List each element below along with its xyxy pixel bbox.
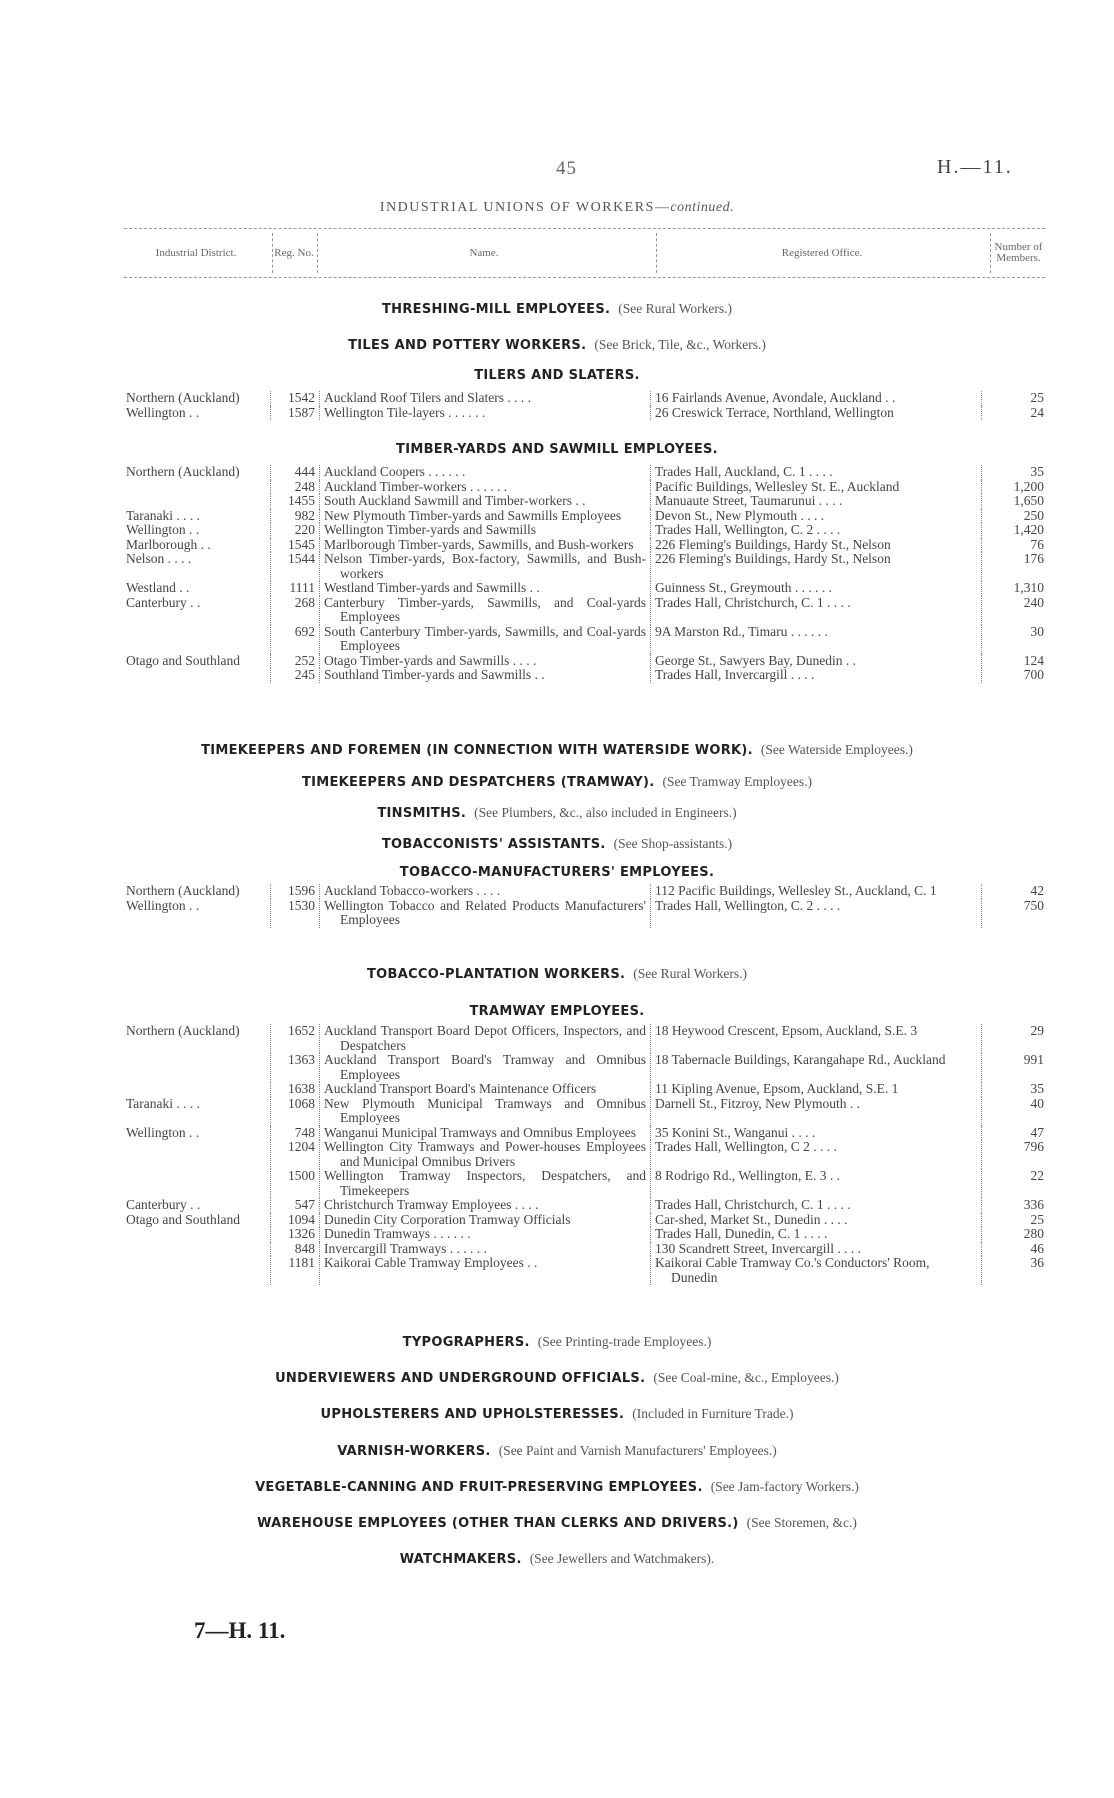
cell-office: 8 Rodrigo Rd., Wellington, E. 3 . . <box>651 1169 982 1198</box>
cell-reg: 1204 <box>271 1140 320 1169</box>
cell-name-text: Wellington City Tramways and Power-houses Employees and Municipal Omnibus Drivers <box>324 1139 646 1169</box>
table-row <box>122 1256 1048 1285</box>
cell-office: Trades Hall, Invercargill . . . . <box>651 668 982 683</box>
section-title: TILES AND POTTERY WORKERS. <box>348 338 587 353</box>
document-reference: H.—11. <box>937 156 1013 178</box>
cell-district <box>122 1256 271 1285</box>
table-row <box>122 668 1048 683</box>
cell-office: Trades Hall, Auckland, C. 1 . . . . <box>651 465 982 480</box>
table-row <box>122 1169 1048 1198</box>
cell-district <box>122 1140 271 1169</box>
section-title: TIMEKEEPERS AND DESPATCHERS (TRAMWAY). <box>301 775 655 790</box>
cell-district: Wellington . . <box>126 1124 200 1140</box>
cell-office: Car-shed, Market St., Dunedin . . . . <box>651 1213 982 1228</box>
cell-reg: 1596 <box>271 884 320 899</box>
cell-name <box>320 899 651 928</box>
section-title: UPHOLSTERERS AND UPHOLSTERESSES. <box>320 1407 625 1422</box>
table-row <box>122 465 1048 480</box>
cell-name: Kaikorai Cable Tramway Employees . . <box>324 1255 538 1270</box>
section-note: (See Plumbers, &c., also included in Engineers.) <box>474 805 737 820</box>
cell-district <box>122 1169 271 1198</box>
cell-name: Westland Timber-yards and Sawmills . . <box>324 580 540 595</box>
cell-district: Canterbury . . <box>126 1197 201 1212</box>
table-row <box>122 1242 1048 1257</box>
section-note: (See Brick, Tile, &c., Workers.) <box>594 337 766 352</box>
cell-name-text: New Plymouth Municipal Tramways and Omnibus Employees <box>324 1095 646 1125</box>
cell-reg: 748 <box>271 1126 320 1141</box>
cell-name: Otago Timber-yards and Sawmills . . . . <box>324 652 537 668</box>
col-divider <box>317 233 318 273</box>
cell-office <box>651 1053 982 1082</box>
cell-name: Southland Timber-yards and Sawmills . . <box>324 667 545 682</box>
cell-members: 35 <box>1030 464 1044 479</box>
cell-members: 40 <box>1030 1095 1044 1111</box>
section-title: TIMEKEEPERS AND FOREMEN (IN CONNECTION WITH WATERSIDE WORK). <box>201 743 753 758</box>
cell-members: 35 <box>1030 1081 1044 1096</box>
table-row <box>122 523 1048 538</box>
table-row <box>122 1140 1048 1169</box>
section-heading-varnish <box>0 1443 1114 1460</box>
col-members-header: Number of Members. <box>994 241 1043 264</box>
section-note: (See Rural Workers.) <box>633 966 747 981</box>
cell-reg: 1652 <box>271 1024 320 1053</box>
cell-office-text: 18 Tabernacle Buildings, Karangahape Rd., Auckland <box>655 1052 946 1067</box>
table-row <box>122 509 1048 524</box>
section-title: WAREHOUSE EMPLOYEES (OTHER THAN CLERKS AND DRIVERS.) <box>257 1516 739 1531</box>
col-divider <box>272 233 273 273</box>
cell-district: Wellington . . <box>126 404 200 420</box>
cell-members: 1,200 <box>1013 478 1044 494</box>
cell-district: Taranaki . . . . <box>126 507 201 523</box>
table-row <box>122 1082 1048 1097</box>
cell-reg: 547 <box>271 1198 320 1213</box>
cell-name: Auckland Timber-workers . . . . . . <box>324 478 508 494</box>
section-note: (See Waterside Employees.) <box>760 742 913 757</box>
cell-members: 700 <box>1023 667 1044 682</box>
cell-name <box>320 1126 651 1141</box>
section-note: (See Shop-assistants.) <box>613 836 733 851</box>
cell-district <box>122 494 271 509</box>
table-row <box>122 391 1048 406</box>
cell-members: 796 <box>1023 1139 1044 1154</box>
cell-members: 25 <box>1030 390 1044 405</box>
cell-members: 29 <box>1030 1023 1044 1038</box>
cell-name <box>320 552 651 581</box>
cell-members: 176 <box>1023 551 1044 566</box>
cell-name <box>320 1140 651 1169</box>
section-heading-tramway <box>0 1003 1114 1020</box>
cell-members: 1,310 <box>1013 580 1044 595</box>
table-row <box>122 1097 1048 1126</box>
cell-members: 991 <box>1023 1052 1044 1067</box>
cell-name-text: New Plymouth Timber-yards and Sawmills Employees <box>324 507 622 523</box>
cell-district: Northern (Auckland) <box>126 390 240 405</box>
cell-members: 76 <box>1030 536 1044 552</box>
cell-members: 1,650 <box>1013 493 1044 508</box>
cell-members: 46 <box>1030 1240 1044 1256</box>
cell-members: 336 <box>1023 1197 1044 1212</box>
cell-reg: 1544 <box>271 552 320 581</box>
section-heading-timber <box>0 441 1114 458</box>
table-row <box>122 654 1048 669</box>
cell-office: Trades Hall, Christchurch, C. 1 . . . . <box>651 596 982 625</box>
cell-name: Invercargill Tramways . . . . . . <box>324 1240 487 1256</box>
cell-district: Wellington . . <box>126 897 200 913</box>
cell-name: Auckland Transport Board's Maintenance Officers <box>324 1081 597 1096</box>
cell-office-text: Kaikorai Cable Tramway Co.'s Conductors' Room, Dunedin <box>655 1255 930 1285</box>
cell-reg: 268 <box>271 596 320 625</box>
cell-name: Dunedin City Corporation Tramway Officials <box>324 1211 571 1227</box>
running-head-continued: continued. <box>670 200 735 215</box>
section-heading-watchmakers <box>0 1551 1114 1568</box>
col-district-header: Industrial District. <box>155 246 237 259</box>
cell-name <box>320 1053 651 1082</box>
cell-office: 11 Kipling Avenue, Epsom, Auckland, S.E. 1 <box>651 1082 982 1097</box>
footer-reference: 7—H. 11. <box>194 1618 286 1643</box>
section-note: (See Printing-trade Employees.) <box>537 1334 712 1349</box>
cell-office: 26 Creswick Terrace, Northland, Wellington <box>651 406 982 421</box>
cell-reg: 444 <box>271 465 320 480</box>
table-tobacco-manufacturers <box>122 884 1048 928</box>
cell-reg: 1094 <box>271 1213 320 1228</box>
section-title: THRESHING-MILL EMPLOYEES. <box>381 302 611 317</box>
section-title: VEGETABLE-CANNING AND FRUIT-PRESERVING EMPLOYEES. <box>255 1480 703 1495</box>
section-title: TOBACCO-MANUFACTURERS' EMPLOYEES. <box>399 865 715 880</box>
cell-reg: 1542 <box>271 391 320 406</box>
table-row <box>122 494 1048 509</box>
section-heading-tinsmiths <box>0 805 1114 822</box>
cell-members: 750 <box>1023 897 1044 913</box>
cell-name: South Auckland Sawmill and Timber-workers . . <box>324 493 586 508</box>
cell-members: 47 <box>1030 1124 1044 1140</box>
cell-members: 25 <box>1030 1211 1044 1227</box>
cell-reg: 1326 <box>271 1227 320 1242</box>
column-headers <box>124 228 1045 278</box>
cell-reg: 252 <box>271 654 320 669</box>
section-note: (See Storemen, &c.) <box>746 1515 857 1530</box>
cell-district: Northern (Auckland) <box>126 883 240 898</box>
cell-office: Devon St., New Plymouth . . . . <box>651 509 982 524</box>
cell-district: Taranaki . . . . <box>126 1095 201 1111</box>
table-row <box>122 1126 1048 1141</box>
cell-name: Auckland Roof Tilers and Slaters . . . . <box>324 390 531 405</box>
section-heading-typographers <box>0 1334 1114 1351</box>
cell-district <box>122 625 271 654</box>
table-row <box>122 1227 1048 1242</box>
cell-district: Wellington . . <box>126 522 200 537</box>
section-heading-tobacco-manufacturers <box>0 864 1114 881</box>
section-heading-tilers <box>0 367 1114 384</box>
cell-district: Marlborough . . <box>126 536 211 552</box>
section-heading-warehouse <box>0 1515 1114 1532</box>
section-note: (See Rural Workers.) <box>618 301 733 316</box>
table-row <box>122 1024 1048 1053</box>
cell-name-text: Auckland Transport Board's Tramway and Omnibus Employees <box>324 1052 646 1082</box>
table-tramway <box>122 1024 1048 1285</box>
cell-name <box>320 596 651 625</box>
cell-reg: 1530 <box>271 899 320 928</box>
section-heading-tobacconists <box>0 836 1114 853</box>
section-heading-upholsterers <box>0 1406 1114 1423</box>
table-timber <box>122 465 1048 683</box>
col-divider <box>990 233 991 273</box>
cell-name-text: Nelson Timber-yards, Box-factory, Sawmills, and Bush-workers <box>324 551 646 581</box>
cell-office: 9A Marston Rd., Timaru . . . . . . <box>651 625 982 654</box>
cell-members: 250 <box>1023 507 1044 523</box>
cell-office: Trades Hall, Christchurch, C. 1 . . . . <box>651 1198 982 1213</box>
section-title: TINSMITHS. <box>377 806 467 821</box>
table-row <box>122 1213 1048 1228</box>
section-note: (See Paint and Varnish Manufacturers' Employees.) <box>498 1443 777 1458</box>
cell-office: Pacific Buildings, Wellesley St. E., Auckland <box>651 480 982 495</box>
section-title: TOBACCO-PLANTATION WORKERS. <box>366 967 626 982</box>
cell-district: Nelson . . . . <box>126 551 192 566</box>
cell-reg: 1545 <box>271 538 320 553</box>
cell-district: Otago and Southland <box>126 652 240 668</box>
running-head <box>0 200 1114 216</box>
table-row <box>122 538 1048 553</box>
cell-members: 124 <box>1023 652 1044 668</box>
cell-office: 35 Konini St., Wanganui . . . . <box>651 1126 982 1141</box>
cell-name: Dunedin Tramways . . . . . . <box>324 1226 471 1241</box>
cell-name: Auckland Coopers . . . . . . <box>324 464 466 479</box>
section-note: (See Tramway Employees.) <box>662 774 813 789</box>
section-note: (Included in Furniture Trade.) <box>632 1406 794 1421</box>
cell-name <box>320 1097 651 1126</box>
cell-members: 30 <box>1030 623 1044 639</box>
cell-district <box>122 1227 271 1242</box>
cell-name-text: South Canterbury Timber-yards, Sawmills, and Coal-yards Employees <box>324 623 646 653</box>
cell-district <box>122 1242 271 1257</box>
section-heading-threshing <box>0 301 1114 318</box>
cell-district <box>122 668 271 683</box>
cell-office <box>651 1256 982 1285</box>
cell-name-text: Auckland Transport Board Depot Officers, Inspectors, and Despatchers <box>324 1023 646 1053</box>
cell-office: Trades Hall, Wellington, C 2 . . . . <box>651 1140 982 1169</box>
cell-office: Manuaute Street, Taumarunui . . . . <box>651 494 982 509</box>
cell-office <box>651 884 982 899</box>
cell-reg: 982 <box>271 509 320 524</box>
col-reg-header: Reg. No. <box>274 246 314 259</box>
cell-district: Northern (Auckland) <box>126 1023 240 1038</box>
cell-office: 226 Fleming's Buildings, Hardy St., Nelson <box>651 552 982 581</box>
cell-reg: 1500 <box>271 1169 320 1198</box>
table-row <box>122 552 1048 581</box>
cell-name-text: Marlborough Timber-yards, Sawmills, and Bush-workers <box>324 536 634 552</box>
col-divider <box>656 233 657 273</box>
cell-office: Trades Hall, Wellington, C. 2 . . . . <box>651 899 982 928</box>
table-row <box>122 581 1048 596</box>
cell-reg: 692 <box>271 625 320 654</box>
table-row <box>122 1198 1048 1213</box>
cell-name: Wellington Tile-layers . . . . . . <box>324 404 486 420</box>
cell-reg: 848 <box>271 1242 320 1257</box>
cell-office: Guinness St., Greymouth . . . . . . <box>651 581 982 596</box>
cell-name: Christchurch Tramway Employees . . . . <box>324 1197 539 1212</box>
cell-office: Darnell St., Fitzroy, New Plymouth . . <box>651 1097 982 1126</box>
cell-office: Trades Hall, Wellington, C. 2 . . . . <box>651 523 982 538</box>
section-title: WATCHMAKERS. <box>399 1552 522 1567</box>
section-heading-timekeepers-foremen <box>0 742 1114 759</box>
section-title: TOBACCONISTS' ASSISTANTS. <box>381 837 606 852</box>
cell-district: Otago and Southland <box>126 1211 240 1227</box>
cell-name <box>320 1169 651 1198</box>
section-heading-timekeepers-despatchers <box>0 774 1114 791</box>
section-title: TYPOGRAPHERS. <box>402 1335 530 1350</box>
cell-reg: 1638 <box>271 1082 320 1097</box>
cell-members: 22 <box>1030 1168 1044 1183</box>
cell-office: 16 Fairlands Avenue, Avondale, Auckland . . <box>651 391 982 406</box>
section-title: TILERS AND SLATERS. <box>474 368 640 383</box>
cell-office: George St., Sawyers Bay, Dunedin . . <box>651 654 982 669</box>
section-title: VARNISH-WORKERS. <box>337 1444 491 1459</box>
cell-name: Wellington Timber-yards and Sawmills <box>324 522 537 537</box>
cell-name-text: Wellington Tramway Inspectors, Despatchers, and Timekeepers <box>324 1168 646 1198</box>
cell-name <box>320 1024 651 1053</box>
section-note: (See Jewellers and Watchmakers). <box>529 1551 715 1566</box>
cell-name-text: Wanganui Municipal Tramways and Omnibus Employees <box>324 1124 637 1140</box>
cell-district <box>122 1053 271 1082</box>
cell-reg: 1363 <box>271 1053 320 1082</box>
section-note: (See Jam-factory Workers.) <box>710 1479 859 1494</box>
cell-district: Northern (Auckland) <box>126 464 240 479</box>
cell-reg: 1181 <box>271 1256 320 1285</box>
cell-members: 240 <box>1023 594 1044 610</box>
cell-office: Trades Hall, Dunedin, C. 1 . . . . <box>651 1227 982 1242</box>
cell-name-text: Canterbury Timber-yards, Sawmills, and Coal-yards Employees <box>324 594 646 624</box>
cell-name <box>320 625 651 654</box>
section-title: TRAMWAY EMPLOYEES. <box>469 1004 645 1019</box>
cell-members: 280 <box>1023 1226 1044 1241</box>
cell-name-text: Wellington Tobacco and Related Products Manufacturers' Employees <box>324 897 646 927</box>
section-heading-tiles <box>0 337 1114 354</box>
section-heading-vegetable <box>0 1479 1114 1496</box>
cell-office: 130 Scandrett Street, Invercargill . . . . <box>651 1242 982 1257</box>
col-office-header: Registered Office. <box>781 246 863 259</box>
table-row <box>122 884 1048 899</box>
cell-district: Westland . . <box>126 580 190 595</box>
section-title: UNDERVIEWERS AND UNDERGROUND OFFICIALS. <box>275 1371 646 1386</box>
cell-reg: 245 <box>271 668 320 683</box>
table-row <box>122 596 1048 625</box>
cell-name <box>320 538 651 553</box>
cell-reg: 248 <box>271 480 320 495</box>
cell-office: 226 Fleming's Buildings, Hardy St., Nelson <box>651 538 982 553</box>
cell-members: 36 <box>1030 1255 1044 1270</box>
table-tilers <box>122 391 1048 420</box>
table-row <box>122 480 1048 495</box>
cell-office: 18 Heywood Crescent, Epsom, Auckland, S.E. 3 <box>651 1024 982 1053</box>
cell-reg: 1111 <box>271 581 320 596</box>
cell-reg: 220 <box>271 523 320 538</box>
cell-reg: 1455 <box>271 494 320 509</box>
col-name-header: Name. <box>469 246 499 259</box>
page-number: 45 <box>556 158 577 179</box>
table-row <box>122 1053 1048 1082</box>
cell-members: 24 <box>1030 404 1044 420</box>
cell-district <box>122 1082 271 1097</box>
cell-district: Canterbury . . <box>126 594 201 610</box>
table-row <box>122 899 1048 928</box>
section-heading-tobacco-plantation <box>0 966 1114 983</box>
running-head-main: INDUSTRIAL UNIONS OF WORKERS— <box>379 200 671 215</box>
section-title: TIMBER-YARDS AND SAWMILL EMPLOYEES. <box>396 442 718 457</box>
cell-members: 1,420 <box>1013 522 1044 537</box>
table-row <box>122 625 1048 654</box>
cell-district <box>122 480 271 495</box>
table-row <box>122 406 1048 421</box>
cell-name <box>320 509 651 524</box>
section-heading-underviewers <box>0 1370 1114 1387</box>
cell-members: 42 <box>1030 883 1044 898</box>
cell-reg: 1068 <box>271 1097 320 1126</box>
section-note: (See Coal-mine, &c., Employees.) <box>653 1370 839 1385</box>
cell-name: Auckland Tobacco-workers . . . . <box>324 883 501 898</box>
cell-reg: 1587 <box>271 406 320 421</box>
cell-office-text: 112 Pacific Buildings, Wellesley St., Auckland, C. 1 <box>655 883 937 898</box>
